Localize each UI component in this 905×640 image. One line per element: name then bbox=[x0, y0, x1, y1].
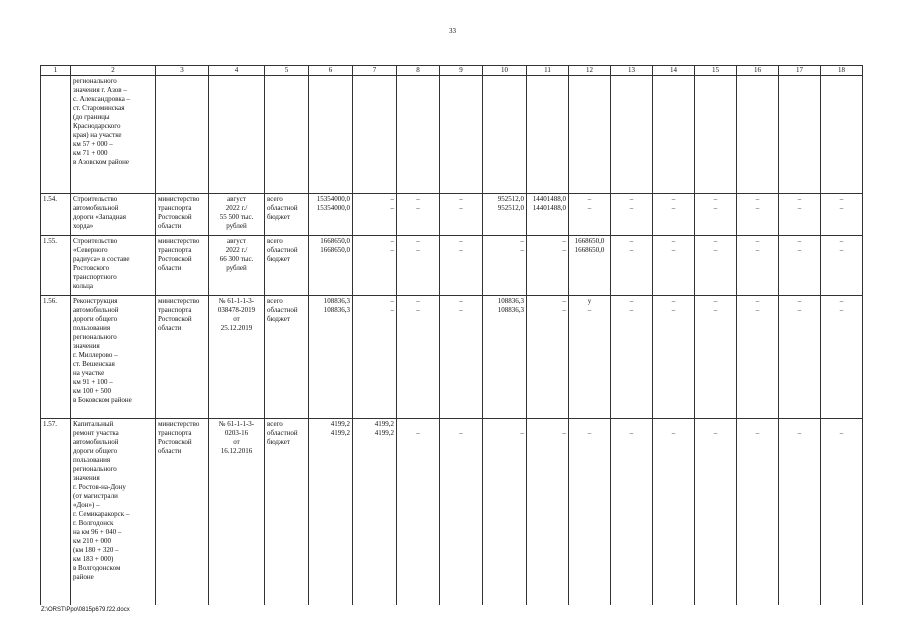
value-cell bbox=[653, 236, 695, 296]
value-cell bbox=[483, 296, 527, 419]
value-line: – bbox=[629, 306, 634, 314]
value-line: – bbox=[713, 429, 718, 437]
value-cell bbox=[440, 236, 483, 296]
value-line: – bbox=[459, 429, 463, 437]
value-line: – bbox=[416, 204, 420, 212]
value-cell bbox=[821, 76, 863, 194]
value-line: – bbox=[755, 237, 760, 245]
value-line bbox=[442, 420, 480, 429]
header-cell: 2 bbox=[71, 66, 156, 76]
value-line: 4199,2 bbox=[374, 420, 394, 428]
value-cell bbox=[569, 236, 611, 296]
value-line bbox=[485, 77, 524, 86]
row-number bbox=[41, 76, 71, 194]
value-cell bbox=[527, 296, 569, 419]
value-line: – bbox=[755, 306, 760, 314]
value-line: – bbox=[755, 297, 760, 305]
value-line bbox=[399, 77, 437, 86]
value-cell bbox=[527, 76, 569, 194]
value-cell bbox=[737, 76, 779, 194]
value-line: – bbox=[629, 297, 634, 305]
value-line: – bbox=[839, 204, 844, 212]
value-line: – bbox=[755, 429, 760, 437]
value-line bbox=[355, 77, 394, 86]
value-line: – bbox=[587, 195, 592, 203]
value-line: – bbox=[713, 246, 718, 254]
value-line: – bbox=[587, 204, 592, 212]
value-line: – bbox=[416, 246, 420, 254]
value-line: – bbox=[629, 204, 634, 212]
value-line bbox=[613, 420, 650, 429]
value-cell bbox=[779, 419, 821, 605]
value-line: – bbox=[587, 306, 592, 314]
value-line: 14401488,0 bbox=[532, 204, 566, 212]
value-line: – bbox=[390, 246, 394, 254]
header-cell: 13 bbox=[611, 66, 653, 76]
value-line: – bbox=[671, 429, 676, 437]
value-cell bbox=[309, 419, 353, 605]
value-line bbox=[739, 77, 776, 86]
value-line: 15354000,0 bbox=[316, 204, 350, 212]
value-cell bbox=[653, 419, 695, 605]
value-cell bbox=[737, 236, 779, 296]
value-line: 108836,3 bbox=[323, 306, 350, 314]
value-line bbox=[655, 420, 692, 429]
value-line: – bbox=[629, 195, 634, 203]
value-line: – bbox=[459, 297, 463, 305]
value-line bbox=[571, 420, 608, 429]
page-number: 33 bbox=[449, 27, 456, 35]
value-line: – bbox=[797, 195, 802, 203]
header-row bbox=[41, 66, 863, 76]
header-cell: 6 bbox=[309, 66, 353, 76]
value-cell bbox=[653, 296, 695, 419]
value-line bbox=[781, 420, 818, 429]
value-line: – bbox=[839, 306, 844, 314]
value-line: – bbox=[562, 237, 566, 245]
value-line: 1668650,0 bbox=[320, 237, 350, 245]
header-cell: 1 bbox=[41, 66, 71, 76]
value-line: – bbox=[520, 237, 524, 245]
value-line bbox=[571, 77, 608, 86]
value-line: – bbox=[797, 204, 802, 212]
value-cell bbox=[821, 236, 863, 296]
row-number: 1.54. bbox=[41, 194, 71, 236]
value-line: – bbox=[416, 306, 420, 314]
value-line: – bbox=[839, 246, 844, 254]
value-line: – bbox=[713, 297, 718, 305]
value-cell bbox=[353, 76, 397, 194]
value-cell bbox=[821, 296, 863, 419]
value-cell bbox=[611, 76, 653, 194]
value-line: – bbox=[797, 237, 802, 245]
value-cell bbox=[737, 419, 779, 605]
table-row bbox=[41, 296, 863, 419]
value-cell bbox=[483, 236, 527, 296]
value-line: – bbox=[416, 297, 420, 305]
value-line bbox=[613, 77, 650, 86]
row-source: всего областной бюджет bbox=[265, 296, 309, 419]
value-cell bbox=[695, 236, 737, 296]
row-executor: министерство транспорта Ростовской области bbox=[156, 419, 209, 605]
row-document: август 2022 г./ 55 500 тыс. рублей bbox=[209, 194, 265, 236]
header-cell: 18 bbox=[821, 66, 863, 76]
value-line bbox=[739, 420, 776, 429]
value-cell bbox=[737, 296, 779, 419]
value-line: – bbox=[520, 429, 524, 437]
value-line: – bbox=[562, 306, 566, 314]
value-cell bbox=[779, 194, 821, 236]
value-line: – bbox=[390, 297, 394, 305]
header-cell: 3 bbox=[156, 66, 209, 76]
value-cell bbox=[483, 419, 527, 605]
value-cell bbox=[397, 236, 440, 296]
value-cell bbox=[779, 296, 821, 419]
row-executor: министерство транспорта Ростовской области bbox=[156, 296, 209, 419]
value-line bbox=[697, 77, 734, 86]
value-cell bbox=[695, 194, 737, 236]
row-executor: министерство транспорта Ростовской области bbox=[156, 194, 209, 236]
value-line: – bbox=[671, 237, 676, 245]
value-cell bbox=[309, 296, 353, 419]
value-line: – bbox=[671, 246, 676, 254]
table-row bbox=[41, 194, 863, 236]
value-line: – bbox=[459, 306, 463, 314]
value-cell bbox=[569, 194, 611, 236]
value-line: – bbox=[797, 297, 802, 305]
value-cell bbox=[353, 236, 397, 296]
row-name: регионального значения г. Азов – с. Александровка – ст. Староминская (до границы Краснодарского края) на участке км 57 + 000 – км 71 + 000 в Азовском районе bbox=[71, 76, 156, 194]
value-line: – bbox=[587, 429, 592, 437]
row-executor bbox=[156, 76, 209, 194]
value-cell bbox=[821, 419, 863, 605]
value-line: – bbox=[671, 204, 676, 212]
value-cell bbox=[695, 76, 737, 194]
value-line: 14401488,0 bbox=[532, 195, 566, 203]
value-line: – bbox=[713, 204, 718, 212]
value-cell bbox=[611, 194, 653, 236]
value-line: – bbox=[671, 195, 676, 203]
value-line: – bbox=[797, 306, 802, 314]
value-line bbox=[399, 420, 437, 429]
value-line: – bbox=[629, 237, 634, 245]
value-line: – bbox=[713, 306, 718, 314]
value-cell bbox=[779, 76, 821, 194]
value-line: – bbox=[755, 195, 760, 203]
value-cell bbox=[527, 236, 569, 296]
value-cell bbox=[569, 76, 611, 194]
row-source bbox=[265, 76, 309, 194]
value-line: 108836,3 bbox=[497, 297, 524, 305]
value-line: 108836,3 bbox=[323, 297, 350, 305]
value-line: – bbox=[390, 204, 394, 212]
value-line: – bbox=[416, 195, 420, 203]
value-cell bbox=[569, 419, 611, 605]
value-line: – bbox=[562, 297, 566, 305]
value-line: – bbox=[390, 237, 394, 245]
row-number: 1.57. bbox=[41, 419, 71, 605]
header-cell: 11 bbox=[527, 66, 569, 76]
value-line: 108836,3 bbox=[497, 306, 524, 314]
value-cell bbox=[309, 194, 353, 236]
value-line: – bbox=[520, 246, 524, 254]
header-cell: 16 bbox=[737, 66, 779, 76]
value-line: у bbox=[587, 297, 592, 305]
row-source: всего областной бюджет bbox=[265, 236, 309, 296]
value-line bbox=[781, 77, 818, 86]
value-line: – bbox=[459, 195, 463, 203]
value-line: – bbox=[390, 195, 394, 203]
value-line: – bbox=[839, 297, 844, 305]
value-cell bbox=[440, 419, 483, 605]
row-name: Капитальный ремонт участка автомобильной дороги общего пользования регионального значения г. Ростов-на-Дону (от магистрали «Дон») – г. Семикаракорск – г. Волгодонск на км 96 + 040 – км 210 + 000 (км 180 + 320 – км 183 + 000) в Волгодонском районе bbox=[71, 419, 156, 605]
row-source: всего областной бюджет bbox=[265, 194, 309, 236]
value-line: – bbox=[459, 204, 463, 212]
value-line bbox=[823, 77, 860, 86]
value-cell bbox=[653, 76, 695, 194]
program-table bbox=[40, 65, 863, 605]
value-line: – bbox=[629, 429, 634, 437]
value-cell bbox=[483, 76, 527, 194]
row-name: Строительство «Северного радиуса» в составе Ростовского транспортного кольца bbox=[71, 236, 156, 296]
value-line bbox=[485, 420, 524, 429]
value-cell bbox=[309, 236, 353, 296]
value-cell bbox=[353, 419, 397, 605]
value-line: – bbox=[797, 429, 802, 437]
value-cell bbox=[527, 419, 569, 605]
value-line: – bbox=[839, 195, 844, 203]
row-document: август 2022 г./ 66 300 тыс. рублей bbox=[209, 236, 265, 296]
value-line bbox=[442, 77, 480, 86]
value-cell bbox=[821, 194, 863, 236]
value-cell bbox=[737, 194, 779, 236]
header-cell: 8 bbox=[397, 66, 440, 76]
header-cell: 17 bbox=[779, 66, 821, 76]
value-line bbox=[823, 420, 860, 429]
header-cell: 9 bbox=[440, 66, 483, 76]
value-line: – bbox=[416, 429, 420, 437]
value-line: – bbox=[459, 237, 463, 245]
value-line: 952512,0 bbox=[497, 195, 524, 203]
value-line: – bbox=[671, 297, 676, 305]
header-cell: 5 bbox=[265, 66, 309, 76]
value-line: 1668650,0 bbox=[574, 246, 605, 254]
value-cell bbox=[309, 76, 353, 194]
value-cell bbox=[611, 296, 653, 419]
row-document: № 61-1-1-3- 038478-2019 от 25.12.2019 bbox=[209, 296, 265, 419]
row-source: всего областной бюджет bbox=[265, 419, 309, 605]
value-cell bbox=[569, 296, 611, 419]
value-line: – bbox=[562, 246, 566, 254]
value-line: 1668650,0 bbox=[574, 237, 605, 245]
row-document: № 61-1-1-3- 0203-16 от 16.12.2016 bbox=[209, 419, 265, 605]
header-cell: 12 bbox=[569, 66, 611, 76]
header-cell: 7 bbox=[353, 66, 397, 76]
value-cell bbox=[353, 296, 397, 419]
value-cell bbox=[440, 76, 483, 194]
table-row bbox=[41, 76, 863, 194]
value-line: – bbox=[562, 429, 566, 437]
value-line: – bbox=[797, 246, 802, 254]
value-line: 4199,2 bbox=[330, 420, 350, 428]
value-line bbox=[529, 77, 566, 86]
value-line: – bbox=[629, 246, 634, 254]
value-line: – bbox=[755, 204, 760, 212]
value-cell bbox=[353, 194, 397, 236]
value-line: – bbox=[839, 237, 844, 245]
value-line: – bbox=[839, 429, 844, 437]
footer-file-path: Z:\ORST\Ppo\0815p679.f22.docx bbox=[41, 607, 130, 613]
value-line: 4199,2 bbox=[374, 429, 394, 437]
row-document bbox=[209, 76, 265, 194]
value-cell bbox=[611, 419, 653, 605]
header-cell: 14 bbox=[653, 66, 695, 76]
value-line: – bbox=[459, 246, 463, 254]
value-line: – bbox=[671, 306, 676, 314]
value-cell bbox=[483, 194, 527, 236]
value-cell bbox=[397, 76, 440, 194]
value-line: 4199,2 bbox=[330, 429, 350, 437]
value-line: – bbox=[713, 237, 718, 245]
value-cell bbox=[397, 194, 440, 236]
value-cell bbox=[440, 194, 483, 236]
value-line: – bbox=[416, 237, 420, 245]
value-line: 952512,0 bbox=[497, 204, 524, 212]
value-line bbox=[529, 420, 566, 429]
value-cell bbox=[779, 236, 821, 296]
value-cell bbox=[440, 296, 483, 419]
value-line bbox=[311, 77, 350, 86]
value-cell bbox=[653, 194, 695, 236]
value-cell bbox=[611, 236, 653, 296]
table-row bbox=[41, 236, 863, 296]
value-line: 1668650,0 bbox=[320, 246, 350, 254]
header-cell: 4 bbox=[209, 66, 265, 76]
value-line bbox=[655, 77, 692, 86]
header-cell: 15 bbox=[695, 66, 737, 76]
value-cell bbox=[527, 194, 569, 236]
value-cell bbox=[397, 419, 440, 605]
value-cell bbox=[695, 419, 737, 605]
value-cell bbox=[695, 296, 737, 419]
row-executor: министерство транспорта Ростовской области bbox=[156, 236, 209, 296]
value-line: – bbox=[390, 306, 394, 314]
value-line: – bbox=[713, 195, 718, 203]
row-number: 1.55. bbox=[41, 236, 71, 296]
value-line: – bbox=[755, 246, 760, 254]
value-line bbox=[697, 420, 734, 429]
value-cell bbox=[397, 296, 440, 419]
row-name: Реконструкция автомобильной дороги общего пользования регионального значения г. Миллерово – ст. Вешенская на участке км 91 + 100 – км 100 + 500 в Боковском районе bbox=[71, 296, 156, 419]
header-cell: 10 bbox=[483, 66, 527, 76]
row-number: 1.56. bbox=[41, 296, 71, 419]
value-line: 15354000,0 bbox=[316, 195, 350, 203]
row-name: Строительство автомобильной дороги «Западная хорда» bbox=[71, 194, 156, 236]
table-row bbox=[41, 419, 863, 605]
